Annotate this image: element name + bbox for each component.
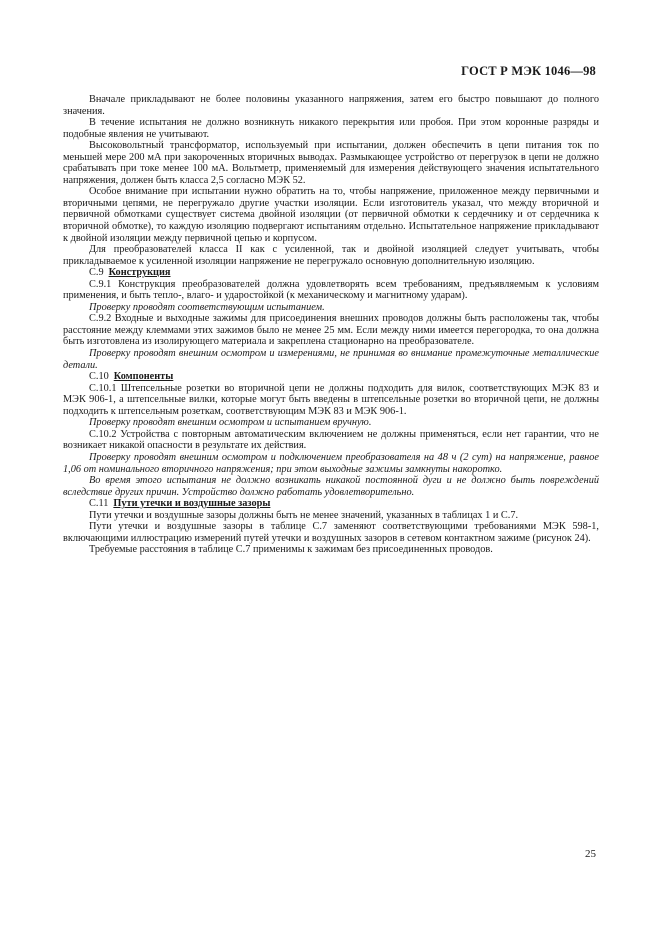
clause-c10-1: С.10.1 Штепсельные розетки во вторичной цепи не должны подходить для вилок, соответствующих МЭК 83 и МЭК 906-1, а штепсельные вилки, которые могут быть введены в штепсельные розетки во вторичной цепи, не должны подходить к штепсельным розеткам, соответствующим МЭК 83 и МЭК 906-1. [63, 382, 599, 417]
clause-c9-1: С.9.1 Конструкция преобразователей должна удовлетворять всем требованиям, предъявляемым к условиям применения, и быть тепло-, влаго- и ударостойкой (к механическому и магнитному ударам). [63, 278, 599, 302]
check-note: Во время этого испытания не должно возникать никакой постоянной дуги и не должно быть повреждений вследствие других причин. Устройство должно работать удовлетворительно. [63, 475, 599, 498]
section-number: С.9 [89, 267, 104, 279]
paragraph: Вначале прикладывают не более половины указанного напряжения, затем его быстро повышают до полного значения. [63, 94, 599, 117]
section-number: С.10 [89, 371, 109, 383]
check-note: Проверку проводят внешним осмотром и испытанием вручную. [89, 417, 372, 429]
page-number: 25 [585, 848, 596, 860]
paragraph: Высоковольтный трансформатор, используемый при испытании, должен обеспечить в цепи питания ток по меньшей мере 200 мА при закороченных вторичных выводах. Размыкающее устройство от перегрузок в цепи не должно срабатывать при токе менее 100 мА. Вольтметр, применяемый для измерения действующего значения испытательного напряжения, должен быть класса 2,5 согласно МЭК 52. [63, 140, 599, 186]
paragraph: Требуемые расстояния в таблице С.7 применимы к зажимам без присоединенных проводов. [89, 544, 493, 556]
paragraph: В течение испытания не должно возникнуть никакого перекрытия или пробоя. При этом коронные разряды и подобные явления не учитывают. [63, 117, 599, 140]
section-heading-c11 [63, 498, 599, 510]
paragraph: Для преобразователей класса II как с усиленной, так и двойной изоляцией следует учитывать, чтобы прикладываемое к усиленной изоляции напряжение не перегружало основную дополнительную изоляцию. [63, 244, 599, 267]
check-note: Проверку проводят соответствующим испытанием. [89, 301, 325, 313]
document-body [63, 94, 599, 556]
section-heading-c9 [63, 267, 599, 279]
clause-c9-2: С.9.2 Входные и выходные зажимы для присоединения внешних проводов должны быть расположены так, чтобы расстояние между клеммами этих зажимов было не менее 25 мм. Если между ними имеется перегородка, то она должна быть изготовлена из изолирующего материала и закреплена стационарно на преобразователе. [63, 313, 599, 348]
section-title: Пути утечки и воздушные зазоры [113, 498, 271, 510]
paragraph: Пути утечки и воздушные зазоры в таблице С.7 заменяют соответствующими требованиями МЭК 598-1, включающими иллюстрацию измерений путей утечки и воздушных зазоров в сетевом контактном зажиме (рисунок 24). [63, 521, 599, 544]
standard-header: ГОСТ Р МЭК 1046—98 [461, 64, 596, 78]
section-title: Компоненты [113, 371, 174, 383]
paragraph: Пути утечки и воздушные зазоры должны быть не менее значений, указанных в таблицах 1 и С.7. [89, 509, 519, 521]
section-heading-c10 [63, 371, 599, 383]
section-number: С.11 [89, 498, 109, 510]
check-note: Проверку проводят внешним осмотром и измерениями, не принимая во внимание промежуточные металлические детали. [63, 348, 599, 371]
section-title: Конструкция [108, 267, 171, 279]
paragraph: Особое внимание при испытании нужно обратить на то, чтобы напряжение, приложенное между первичными и вторичными цепями, не перегружало другие участки изоляции. Если изготовитель указал, что между вторичной и первичной обмотками существует система двойной изоляции (от первичной обмотки к сердечнику и от сердечника к вторичной обмотке), то каждую изоляцию подвергают испытаниям отдельно. Испытательное напряжение прикладывают к двойной изоляции между первичной цепью и корпусом. [63, 186, 599, 244]
check-note: Проверку проводят внешним осмотром и подключением преобразователя на 48 ч (2 сут) на напряжение, равное 1,06 от номинального вторичного напряжения; при этом выходные зажимы замкнуты накоротко. [63, 451, 599, 475]
clause-c10-2: С.10.2 Устройства с повторным автоматическим включением не должны применяться, если нет гарантии, что не возникает никакой опасности в результате их действия. [63, 428, 599, 452]
